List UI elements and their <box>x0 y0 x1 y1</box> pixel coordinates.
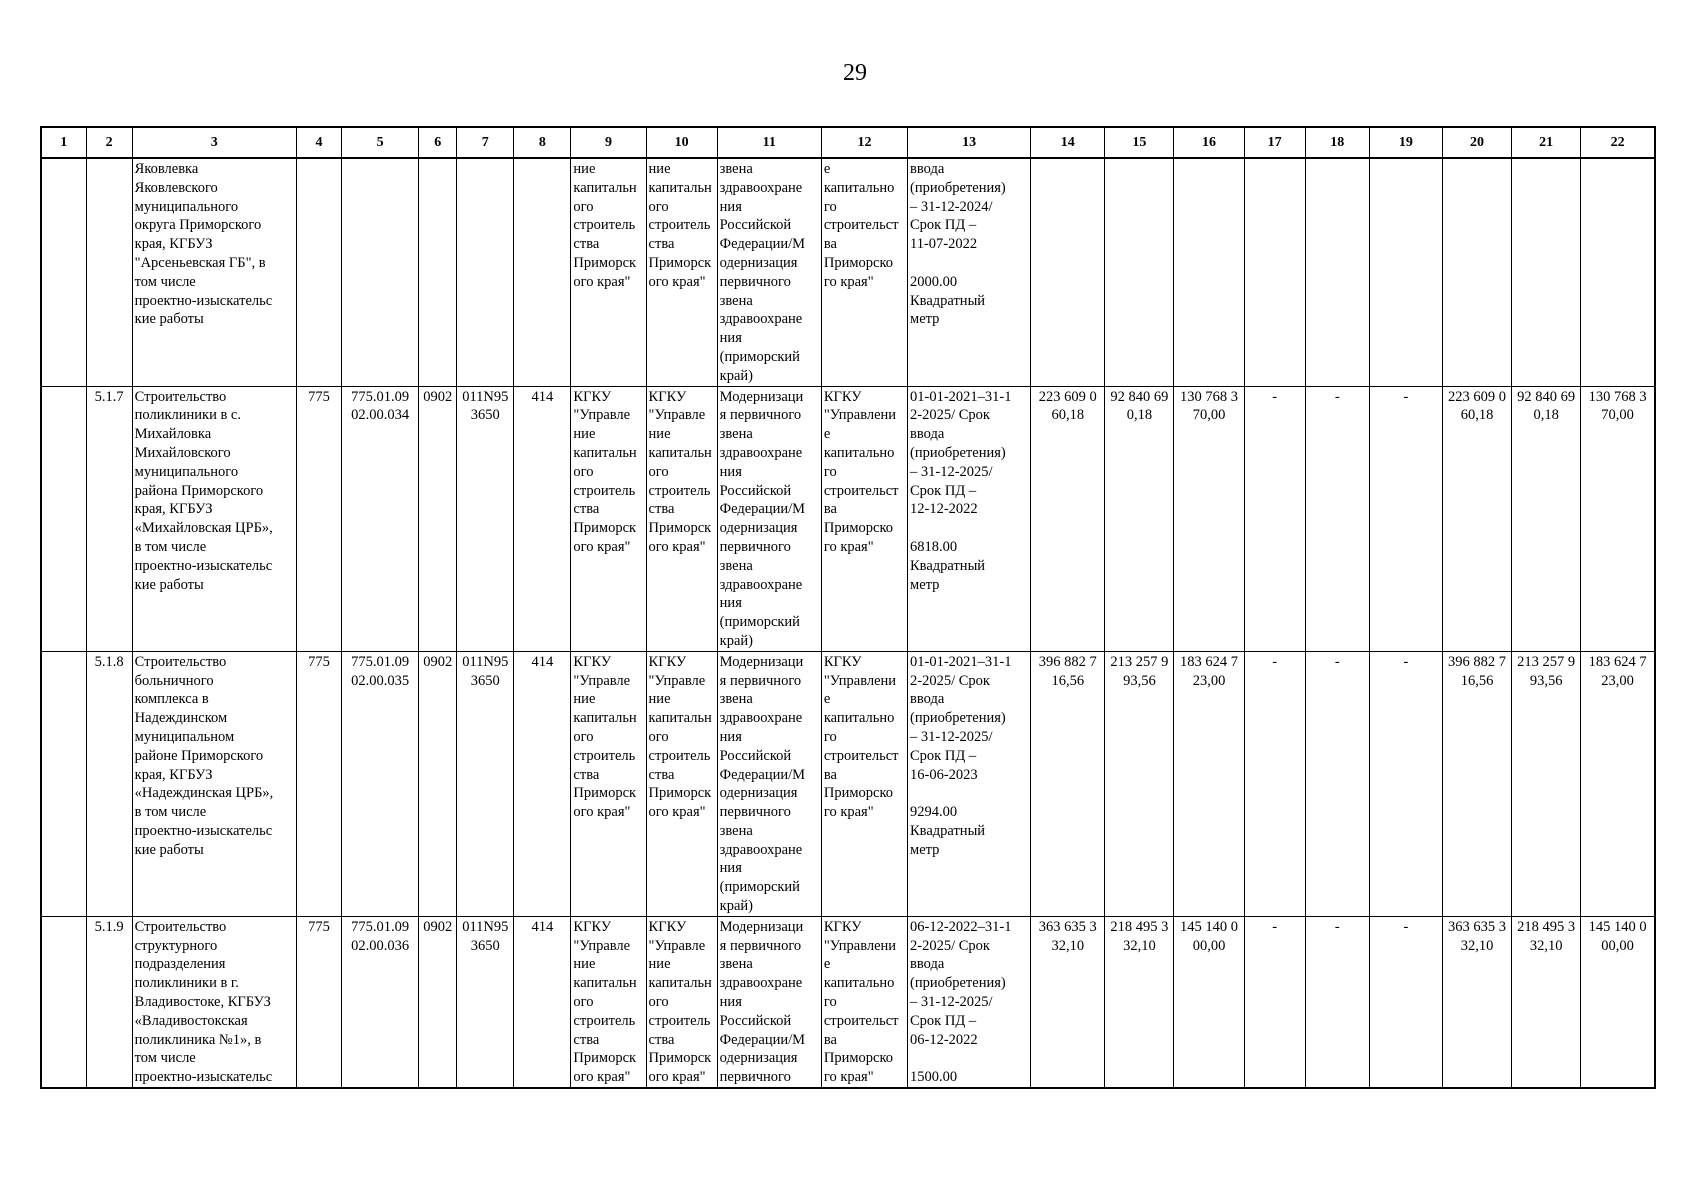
amount-cell: - <box>1244 651 1305 916</box>
code-cell: 414 <box>514 651 571 916</box>
column-header: 18 <box>1305 127 1369 158</box>
program-cell: Модернизаци я первичного звена здравоохране ния Российской Федерации/М одернизация первичного звена здравоохране ния (приморский край) <box>717 386 821 651</box>
dates-capacity-cell: 06-12-2022–31-1 2-2025/ Срок ввода (приобретения) – 31-12-2025/ Срок ПД – 06-12-2022 1500.00 <box>908 916 1031 1088</box>
amount-cell <box>1244 158 1305 386</box>
page-number: 29 <box>843 60 867 86</box>
code-cell: 011N95 3650 <box>457 651 514 916</box>
column-header: 15 <box>1105 127 1174 158</box>
amount-cell: 218 495 3 32,10 <box>1105 916 1174 1088</box>
program-cell: Модернизаци я первичного звена здравоохране ния Российской Федерации/М одернизация первичного <box>717 916 821 1088</box>
customer-cell: КГКУ "Управле ние капитальн ого строитель ства Приморск ого края" <box>571 916 646 1088</box>
developer-cell: КГКУ "Управле ние капитальн ого строитель ства Приморск ого края" <box>646 916 717 1088</box>
customer-cell: КГКУ "Управле ние капитальн ого строитель ства Приморск ого края" <box>571 386 646 651</box>
header-row <box>41 127 1655 158</box>
code-cell <box>514 158 571 386</box>
column-header: 2 <box>86 127 132 158</box>
code-cell: 775.01.09 02.00.036 <box>342 916 419 1088</box>
amount-cell: 213 257 9 93,56 <box>1105 651 1174 916</box>
code-cell: 775 <box>296 651 341 916</box>
table-row <box>41 158 1655 386</box>
amount-cell <box>1105 158 1174 386</box>
object-name-cell: Строительство структурного подразделения поликлиники в г. Владивостоке, КГБУЗ «Владивостокская поликлиника №1», в том числе проектно-изыскательс <box>132 916 296 1088</box>
amount-cell <box>1305 158 1369 386</box>
amount-cell <box>1442 158 1511 386</box>
amount-cell: 183 624 7 23,00 <box>1581 651 1655 916</box>
amount-cell <box>1031 158 1105 386</box>
column-header: 20 <box>1442 127 1511 158</box>
row-index-cell <box>41 158 86 386</box>
table-row <box>41 386 1655 651</box>
code-cell: 0902 <box>419 916 457 1088</box>
dates-capacity-cell: ввода (приобретения) – 31-12-2024/ Срок ПД – 11-07-2022 2000.00 Квадратный метр <box>908 158 1031 386</box>
item-number-cell: 5.1.7 <box>86 386 132 651</box>
column-header: 17 <box>1244 127 1305 158</box>
code-cell: 0902 <box>419 386 457 651</box>
object-name-cell: Строительство поликлиники в с. Михайловка Михайловского муниципального района Приморского края, КГБУЗ «Михайловская ЦРБ», в том числе проектно-изыскательс кие работы <box>132 386 296 651</box>
code-cell <box>457 158 514 386</box>
amount-cell: - <box>1244 916 1305 1088</box>
code-cell: 011N95 3650 <box>457 386 514 651</box>
amount-cell <box>1174 158 1244 386</box>
amount-cell: 363 635 3 32,10 <box>1442 916 1511 1088</box>
column-header: 8 <box>514 127 571 158</box>
amount-cell: 213 257 9 93,56 <box>1512 651 1581 916</box>
amount-cell <box>1369 158 1442 386</box>
object-name-cell: Строительство больничного комплекса в Надеждинском муниципальном районе Приморского края, КГБУЗ «Надеждинская ЦРБ», в том числе проектно-изыскательс кие работы <box>132 651 296 916</box>
column-header: 6 <box>419 127 457 158</box>
column-header: 12 <box>821 127 907 158</box>
customer-cell: ние капитальн ого строитель ства Приморск ого края" <box>571 158 646 386</box>
amount-cell: 396 882 7 16,56 <box>1442 651 1511 916</box>
code-cell <box>419 158 457 386</box>
customer-cell: КГКУ "Управле ние капитальн ого строитель ства Приморск ого края" <box>571 651 646 916</box>
amount-cell: - <box>1369 916 1442 1088</box>
amount-cell: 130 768 3 70,00 <box>1581 386 1655 651</box>
amount-cell: 145 140 0 00,00 <box>1581 916 1655 1088</box>
amount-cell: - <box>1369 386 1442 651</box>
amount-cell: 223 609 0 60,18 <box>1031 386 1105 651</box>
column-header: 19 <box>1369 127 1442 158</box>
column-header: 10 <box>646 127 717 158</box>
organization-cell: КГКУ "Управлени е капитально го строительст ва Приморско го края" <box>821 916 907 1088</box>
organization-cell: е капитально го строительст ва Приморско го края" <box>821 158 907 386</box>
column-header: 13 <box>908 127 1031 158</box>
row-index-cell <box>41 386 86 651</box>
row-index-cell <box>41 916 86 1088</box>
code-cell <box>296 158 341 386</box>
item-number-cell: 5.1.9 <box>86 916 132 1088</box>
amount-cell: - <box>1305 386 1369 651</box>
organization-cell: КГКУ "Управлени е капитально го строительст ва Приморско го края" <box>821 651 907 916</box>
code-cell: 775 <box>296 916 341 1088</box>
amount-cell: - <box>1244 386 1305 651</box>
row-index-cell <box>41 651 86 916</box>
object-name-cell: Яковлевка Яковлевского муниципального округа Приморского края, КГБУЗ "Арсеньевская ГБ", в том числе проектно-изыскательс кие работы <box>132 158 296 386</box>
developer-cell: КГКУ "Управле ние капитальн ого строитель ства Приморск ого края" <box>646 386 717 651</box>
amount-cell: 145 140 0 00,00 <box>1174 916 1244 1088</box>
column-header: 1 <box>41 127 86 158</box>
amount-cell: 363 635 3 32,10 <box>1031 916 1105 1088</box>
code-cell: 011N95 3650 <box>457 916 514 1088</box>
column-header: 21 <box>1512 127 1581 158</box>
code-cell: 775.01.09 02.00.034 <box>342 386 419 651</box>
program-cell: звена здравоохране ния Российской Федерации/М одернизация первичного звена здравоохране ния (приморский край) <box>717 158 821 386</box>
developer-cell: ние капитальн ого строитель ства Приморск ого края" <box>646 158 717 386</box>
column-header: 22 <box>1581 127 1655 158</box>
column-header: 9 <box>571 127 646 158</box>
amount-cell: - <box>1305 651 1369 916</box>
amount-cell: 218 495 3 32,10 <box>1512 916 1581 1088</box>
column-header: 4 <box>296 127 341 158</box>
amount-cell: - <box>1305 916 1369 1088</box>
budget-table <box>40 126 1656 1089</box>
developer-cell: КГКУ "Управле ние капитальн ого строитель ства Приморск ого края" <box>646 651 717 916</box>
item-number-cell <box>86 158 132 386</box>
program-cell: Модернизаци я первичного звена здравоохране ния Российской Федерации/М одернизация первичного звена здравоохране ния (приморский край) <box>717 651 821 916</box>
dates-capacity-cell: 01-01-2021–31-1 2-2025/ Срок ввода (приобретения) – 31-12-2025/ Срок ПД – 16-06-2023 9294.00 Квадратный метр <box>908 651 1031 916</box>
column-header: 16 <box>1174 127 1244 158</box>
table-row <box>41 916 1655 1088</box>
amount-cell: 396 882 7 16,56 <box>1031 651 1105 916</box>
column-header: 5 <box>342 127 419 158</box>
column-header: 11 <box>717 127 821 158</box>
amount-cell: 183 624 7 23,00 <box>1174 651 1244 916</box>
amount-cell: 130 768 3 70,00 <box>1174 386 1244 651</box>
code-cell: 0902 <box>419 651 457 916</box>
code-cell <box>342 158 419 386</box>
code-cell: 775.01.09 02.00.035 <box>342 651 419 916</box>
column-header: 3 <box>132 127 296 158</box>
code-cell: 775 <box>296 386 341 651</box>
code-cell: 414 <box>514 916 571 1088</box>
table-row <box>41 651 1655 916</box>
item-number-cell: 5.1.8 <box>86 651 132 916</box>
code-cell: 414 <box>514 386 571 651</box>
amount-cell <box>1512 158 1581 386</box>
amount-cell <box>1581 158 1655 386</box>
amount-cell: 92 840 69 0,18 <box>1105 386 1174 651</box>
organization-cell: КГКУ "Управлени е капитально го строительст ва Приморско го края" <box>821 386 907 651</box>
amount-cell: 223 609 0 60,18 <box>1442 386 1511 651</box>
dates-capacity-cell: 01-01-2021–31-1 2-2025/ Срок ввода (приобретения) – 31-12-2025/ Срок ПД – 12-12-2022 6818.00 Квадратный метр <box>908 386 1031 651</box>
amount-cell: 92 840 69 0,18 <box>1512 386 1581 651</box>
column-header: 7 <box>457 127 514 158</box>
amount-cell: - <box>1369 651 1442 916</box>
column-header: 14 <box>1031 127 1105 158</box>
